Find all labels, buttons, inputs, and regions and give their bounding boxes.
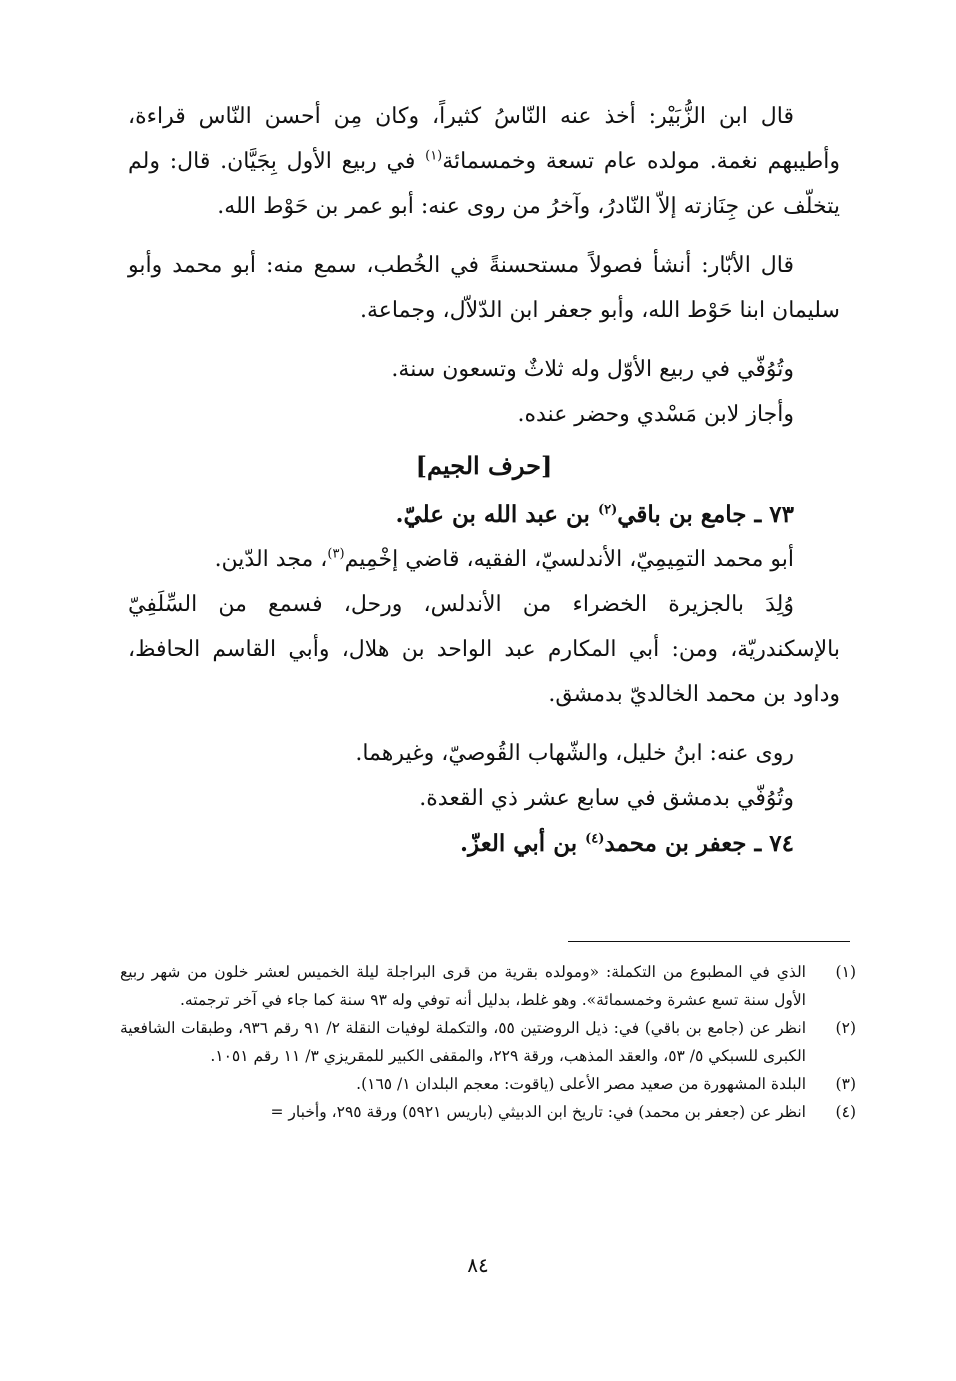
footnote-2 — [120, 1014, 856, 1070]
paragraph-al-abbar: قال الأبّار: أنشأ فصولاً مستحسنةً في الخُطب، سمع منه: أبو محمد وأبو سليمان ابنا حَوْط الله، وأبو جعفر ابن الدّلاّل، وجماعة. — [128, 253, 840, 323]
paragraph-birth: وُلِدَ بالجزيرة الخضراء من الأندلس، ورحل، فسمع من السِّلَفِيّ بالإسكندريّة، ومن: أبي المكارم عبد الواحد بن هلال، وأبي القاسم الحافظ، وداود بن محمد الخالديّ بدمشق. — [128, 592, 840, 707]
footnote-text: الذي في المطبوع من التكملة: «ومولده بقرية من قرى البراجلة ليلة الخميس لعشر خلون من شهر ربيع الأول سنة تسع عشرة وخمسمائة». وهو غلط، بدليل أنه توفي وله ٩٣ سنة كما جاء في آخر ترجمته. — [120, 963, 806, 1009]
paragraph-nisba: أبو محمد التمِيمِيّ، الأندلسيّ، الفقيه، قاضي إخْمِيم$^{(٣)}$، مجد الدّين. — [214, 546, 794, 572]
footnote-1 — [120, 958, 856, 1014]
page-number: ٨٤ — [467, 1253, 489, 1277]
footnote-number: (٤) — [835, 1103, 856, 1121]
footnote-ref-1[interactable]: (١) — [425, 148, 443, 164]
footnote-text: البلدة المشهورة من صعيد مصر الأعلى (ياقوت: معجم البلدان ١/ ١٦٥). — [356, 1075, 806, 1093]
paragraph-ibn-zubayr: قال ابن الزُّبَيْر: أخذ عنه النّاسُ كثيراً، وكان مِن أحسن النّاس قراءة، وأطيبهم نغمة. مولده عام تسعة وخمسمائة$^{(١)}$ في ربيع الأول بِجَيَّان. قال: ولم يتخلّف عن جِنَازته إلاّ النّادرُ، وآخرُ من روى عنه: أبو عمر بن حَوْط الله. — [128, 104, 840, 219]
footnote-text: انظر عن (جعفر بن محمد) في: تاريخ ابن الدبيثي (باريس ٥٩٢١) ورقة ٢٩٥، وأخبار = — [270, 1103, 806, 1121]
entry-74-title: ٧٤ ـ جعفر بن محمد$^{(٤)}$ بن أبي العزّ. — [460, 830, 794, 857]
paragraph-narrators: روى عنه: ابنُ خليل، والشّهاب القُوصيّ، وغيرهما. — [355, 741, 794, 766]
footnote-number: (٢) — [835, 1019, 856, 1037]
paragraph-death: وتُوُفّي في ربيع الأوّل وله ثلاثٌ وتسعون سنة. — [391, 357, 794, 382]
footnote-number: (١) — [835, 963, 856, 981]
footnote-4 — [120, 1098, 856, 1126]
section-heading: [حرف الجيم] — [415, 451, 553, 480]
paragraph-ijaza: وأجاز لابن مَسْدي وحضر عنده. — [517, 402, 794, 427]
footnote-ref-4[interactable]: (٤) — [585, 831, 605, 847]
footnote-number: (٣) — [835, 1075, 856, 1093]
footnote-3 — [120, 1070, 856, 1098]
footnote-ref-2[interactable]: (٢) — [597, 502, 618, 518]
footnote-separator — [568, 941, 850, 942]
paragraph-death-damascus: وتُوُفّي بدمشق في سابع عشر ذي القعدة. — [419, 786, 794, 811]
footnotes — [120, 958, 856, 1126]
footnote-text: انظر عن (جامع بن باقي) في: ذيل الروضتين ٥٥، والتكملة لوفيات النقلة ٢/ ٩١ رقم ٩٣٦، وطبقات الشافعية الكبرى للسبكي ٥/ ٥٣، والعقد المذهب، ورقة ٢٢٩، والمقفى الكبير للمقريزي ٣/ ١١ رقم ١٠٥١. — [120, 1019, 807, 1065]
entry-73-title: ٧٣ ـ جامع بن باقي$^{(٢)}$ بن عبد الله بن عليّ. — [395, 501, 794, 528]
main-text — [128, 94, 840, 866]
footnote-ref-3[interactable]: (٣) — [327, 546, 345, 562]
